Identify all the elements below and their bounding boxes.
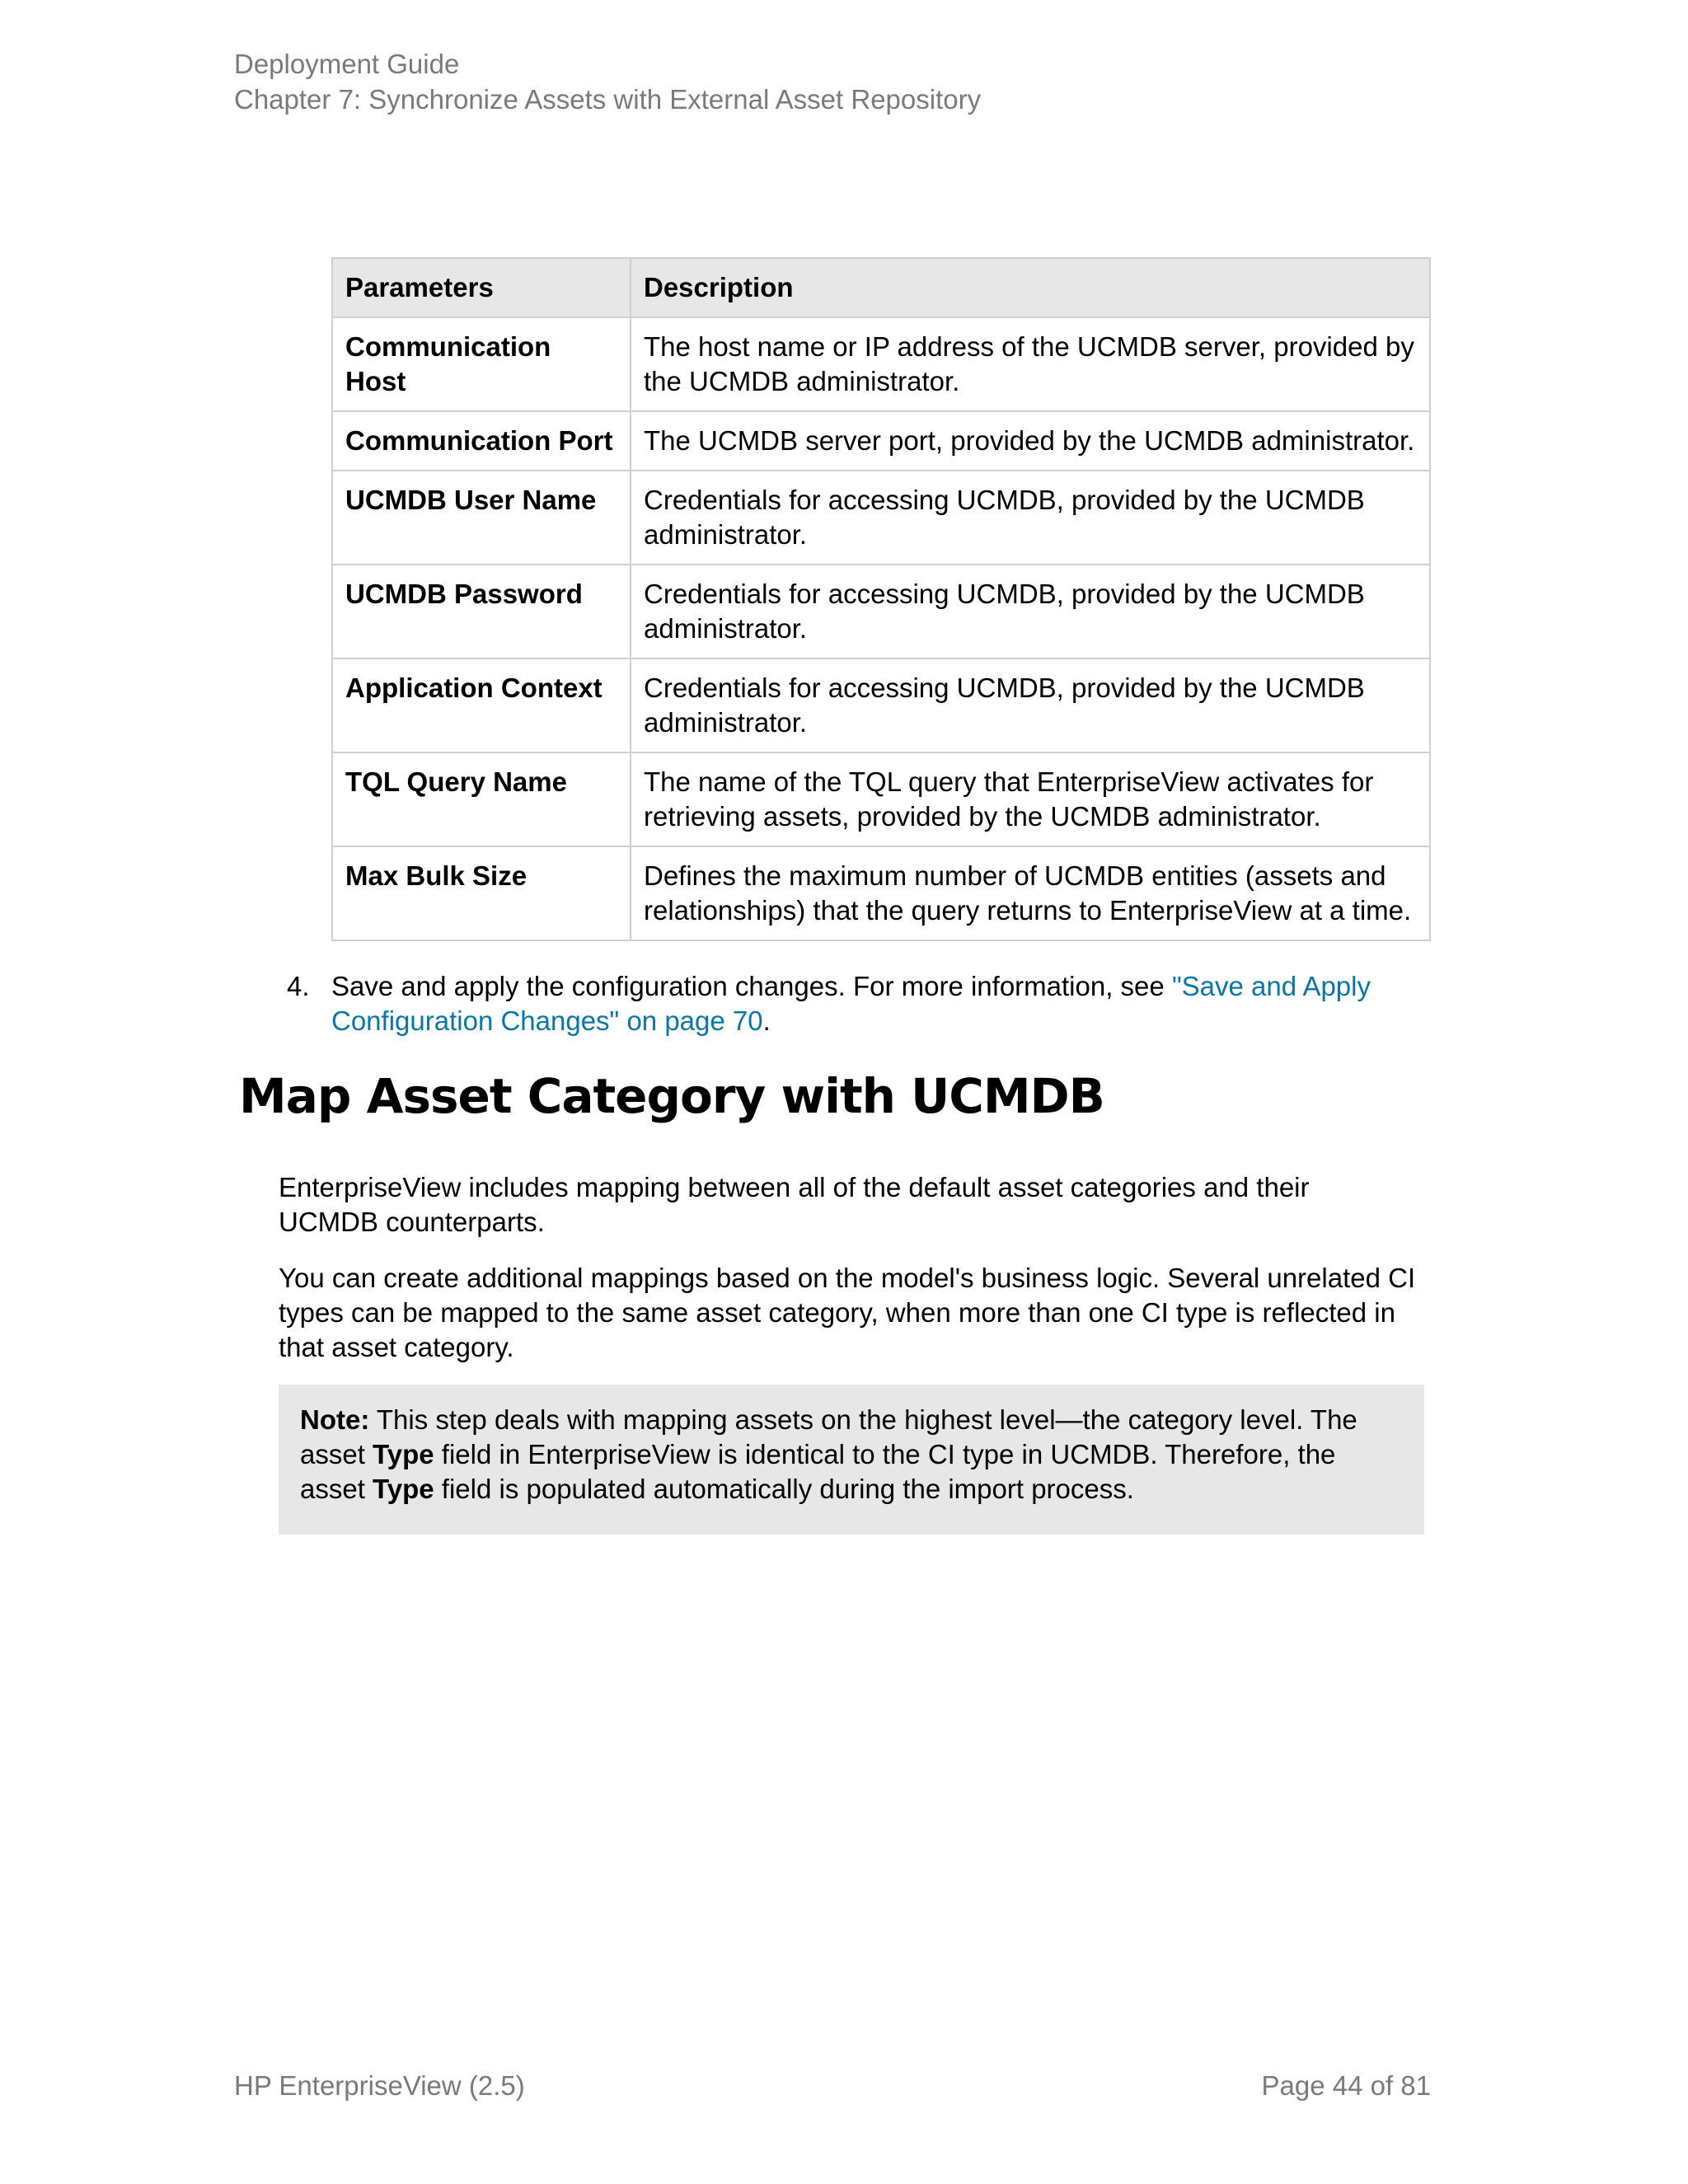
page-header [234,46,981,117]
table-row [332,565,1430,658]
doc-title: Deployment Guide [234,49,460,79]
table-row [332,846,1430,940]
param-description: Credentials for accessing UCMDB, provided by the UCMDB administrator. [631,565,1430,658]
table-row [332,658,1430,752]
column-header-description: Description [631,258,1430,317]
param-description: The host name or IP address of the UCMDB server, provided by the UCMDB administrator. [631,317,1430,411]
column-header-parameters: Parameters [332,258,631,317]
param-description: Credentials for accessing UCMDB, provided by the UCMDB administrator. [631,658,1430,752]
param-description: The name of the TQL query that EnterpriseView activates for retrieving assets, provided by the UCMDB administrator. [631,752,1430,846]
note-bold-type-1: Type [373,1439,434,1469]
param-name: UCMDB User Name [332,471,631,565]
section-heading: Map Asset Category with UCMDB [239,1068,1104,1124]
param-description: Credentials for accessing UCMDB, provided by the UCMDB administrator. [631,471,1430,565]
table-row [332,471,1430,565]
table-row [332,411,1430,471]
step-text-end: . [762,1005,771,1036]
note-text-2: field in EnterpriseView is identical to the CI type in UCMDB. Therefore, the asset [300,1439,1336,1504]
param-name: Communication Host [332,317,631,411]
note-text-1: This step deals with mapping assets on the highest level—the category level. The asset [300,1404,1357,1469]
step-number: 4. [287,971,310,1001]
parameters-table [331,257,1431,941]
note-text-3: field is populated automatically during the import process. [434,1474,1134,1504]
table-row [332,752,1430,846]
param-description: The UCMDB server port, provided by the UCMDB administrator. [631,411,1430,471]
param-name: UCMDB Password [332,565,631,658]
param-name: TQL Query Name [332,752,631,846]
chapter-title: Chapter 7: Synchronize Assets with External Asset Repository [234,84,982,115]
param-name: Application Context [332,658,631,752]
intro-paragraph: EnterpriseView includes mapping between all of the default asset categories and their UCMDB counterparts. [279,1172,1310,1237]
step-text-body: Save and apply the configuration changes. For more information, see [331,971,1172,1001]
mapping-paragraph: You can create additional mappings based on the model's business logic. Several unrelated CI types can be mapped to the same asset category, when more than one CI type is reflected in that asset category. [279,1263,1416,1362]
table-header-row [332,258,1430,317]
param-description: Defines the maximum number of UCMDB entities (assets and relationships) that the query returns to EnterpriseView at a time. [631,846,1430,940]
footer-page-number: Page 44 of 81 [1261,2070,1431,2101]
save-apply-config-link[interactable]: "Save and Apply Configuration Changes" on page 70 [331,971,1371,1036]
param-name: Max Bulk Size [332,846,631,940]
step-text [331,969,1428,1038]
param-name: Communication Port [332,411,631,471]
note-bold-type-2: Type [373,1474,434,1504]
note-box [279,1385,1424,1535]
footer-product: HP EnterpriseView (2.5) [234,2070,525,2101]
note-label: Note: [300,1404,370,1435]
table-row [332,317,1430,411]
